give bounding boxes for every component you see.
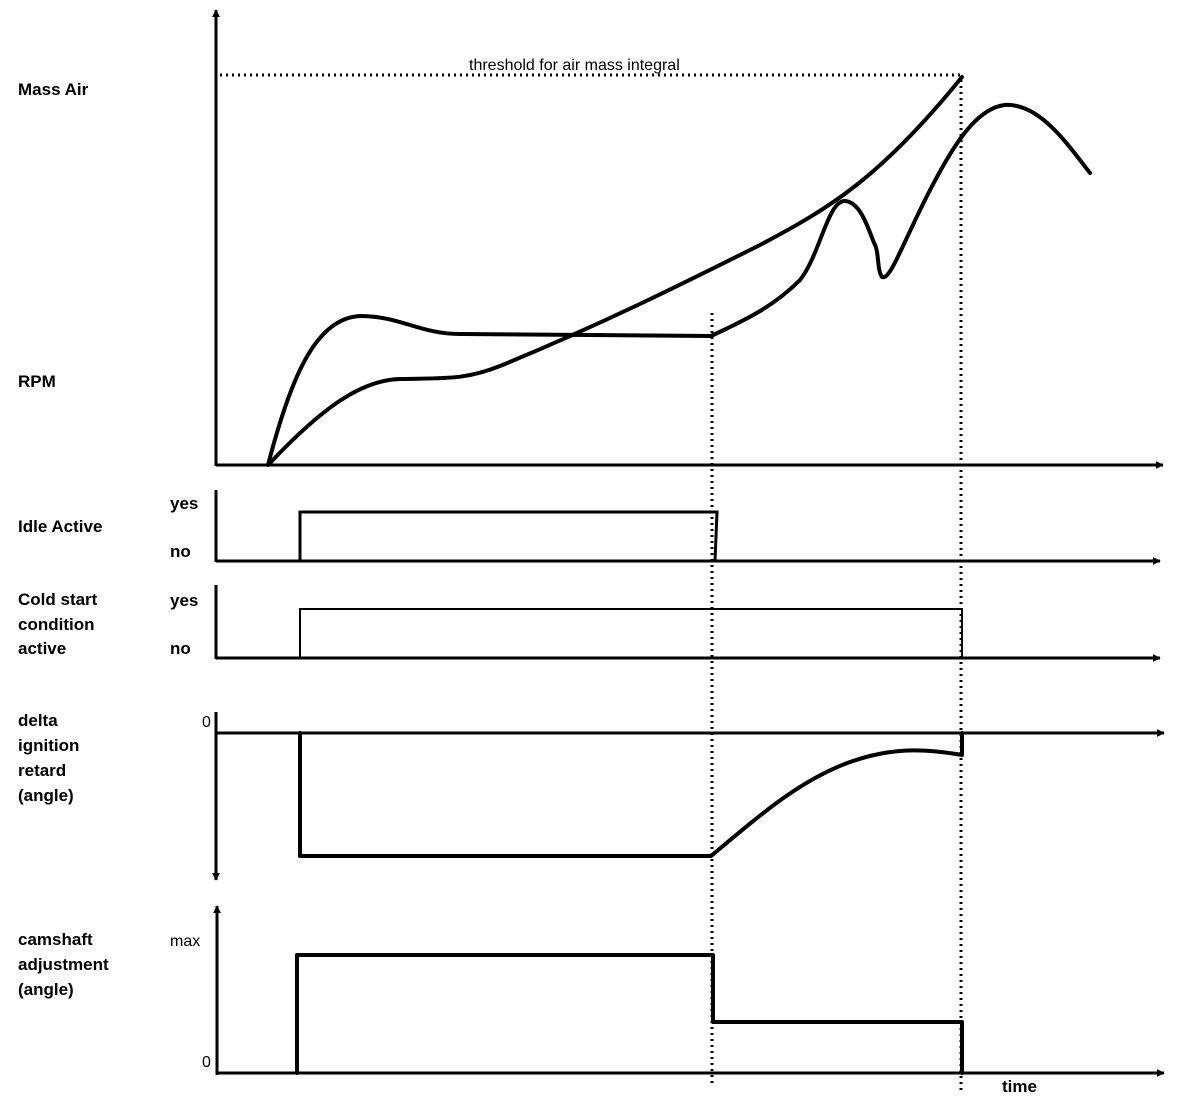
- delta-ignition-label-line4: (angle): [18, 786, 74, 805]
- camshaft-signal: [297, 955, 962, 1073]
- cold-yes-tick: yes: [170, 591, 199, 610]
- ignition-retard-signal: [300, 733, 962, 856]
- idle-active-signal: [300, 512, 717, 561]
- camshaft-zero-tick: 0: [202, 1054, 211, 1071]
- cold-start-label-line2: condition: [18, 615, 95, 634]
- idle-yes-tick: yes: [170, 494, 199, 513]
- delta-ignition-label-line3: retard: [18, 761, 67, 780]
- camshaft-label-line3: (angle): [18, 980, 74, 999]
- rpm-label: RPM: [18, 372, 56, 391]
- camshaft-label-line2: adjustment: [18, 955, 109, 974]
- threshold-annotation: threshold for air mass integral: [469, 57, 680, 74]
- time-axis-label: time: [1002, 1077, 1037, 1096]
- delta-ignition-label-line2: ignition: [18, 736, 80, 755]
- cold-start-label-line1: Cold start: [18, 590, 98, 609]
- cold-no-tick: no: [170, 639, 191, 658]
- delta-ignition-label-line1: delta: [18, 711, 58, 730]
- cold-start-label-line3: active: [18, 639, 67, 658]
- cold-start-signal: [300, 609, 962, 658]
- camshaft-max-tick: max: [170, 933, 201, 950]
- idle-active-label: Idle Active: [18, 517, 103, 536]
- mass-air-curve: [270, 77, 962, 463]
- camshaft-label-line1: camshaft: [18, 930, 93, 949]
- idle-no-tick: no: [170, 542, 191, 561]
- mass-air-label: Mass Air: [18, 80, 89, 99]
- ignition-zero-tick: 0: [202, 714, 211, 731]
